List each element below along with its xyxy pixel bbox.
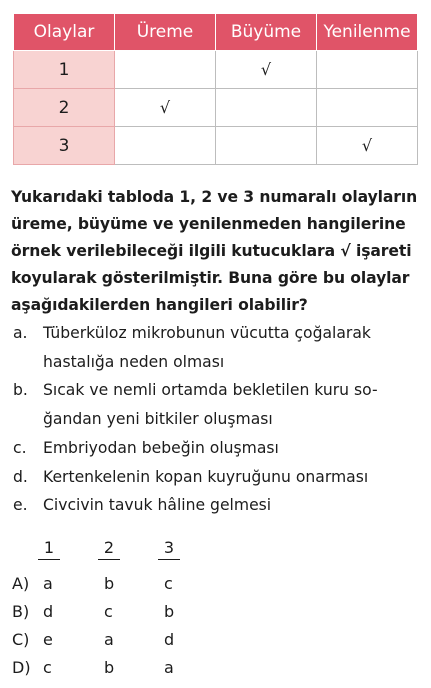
question-line: koyularak gösterilmiştir. Buna göre bu olaylar xyxy=(11,269,410,287)
answer-header-1: 1 xyxy=(38,538,60,560)
option-line: Embriyodan bebeğin oluşması xyxy=(43,438,279,457)
choice-value: e xyxy=(43,630,53,649)
list-item xyxy=(13,463,423,492)
header-olaylar: Olaylar xyxy=(14,14,115,51)
choice-value: a xyxy=(164,658,174,677)
choice-value: c xyxy=(104,602,113,621)
yenilenme-cell: √ xyxy=(317,127,418,165)
event-number: 1 xyxy=(14,51,115,89)
choice-label: B) xyxy=(12,602,30,621)
option-letter: d. xyxy=(13,467,28,486)
choice-value: a xyxy=(43,574,53,593)
option-line: ğandan yeni bitkiler oluşması xyxy=(43,410,273,429)
choice-value: c xyxy=(43,658,52,677)
events-table xyxy=(13,13,418,165)
event-options-list xyxy=(13,319,423,520)
option-text xyxy=(43,463,423,492)
choice-value: b xyxy=(104,658,115,677)
header-buyume: Büyüme xyxy=(216,14,317,51)
buyume-cell xyxy=(216,127,317,165)
list-item xyxy=(13,376,423,433)
option-letter: c. xyxy=(13,438,27,457)
buyume-cell xyxy=(216,89,317,127)
choice-value: a xyxy=(104,630,114,649)
option-line: Civcivin tavuk hâline gelmesi xyxy=(43,496,272,515)
question-line: Yukarıdaki tabloda 1, 2 ve 3 numaralı olayların xyxy=(11,188,418,206)
list-item xyxy=(13,491,423,520)
choice-value: d xyxy=(164,630,175,649)
choice-label: C) xyxy=(12,630,30,649)
event-number: 2 xyxy=(14,89,115,127)
choice-value: b xyxy=(164,602,175,621)
choice-label: D) xyxy=(12,658,31,677)
table-row xyxy=(14,51,418,89)
option-line: Sıcak ve nemli ortamda bekletilen kuru so- xyxy=(43,381,378,400)
table-header-row xyxy=(14,14,418,51)
question-line: aşağıdakilerden hangileri olabilir? xyxy=(11,296,308,314)
choice-value: c xyxy=(164,574,173,593)
option-line: Tüberküloz mikrobunun vücutta çoğalarak xyxy=(43,324,371,342)
event-number: 3 xyxy=(14,127,115,165)
option-letter: b. xyxy=(13,381,28,400)
answer-header-2: 2 xyxy=(98,538,120,560)
option-letter: a. xyxy=(13,324,28,342)
option-text xyxy=(43,376,423,433)
option-line: Kertenkelenin kopan kuyruğunu onarması xyxy=(43,467,369,486)
header-yenilenme: Yenilenme xyxy=(317,14,418,51)
choice-label: A) xyxy=(12,574,30,593)
buyume-cell: √ xyxy=(216,51,317,89)
option-text xyxy=(43,319,423,376)
ureme-cell: √ xyxy=(115,89,216,127)
option-letter: e. xyxy=(13,496,28,515)
answer-header-3: 3 xyxy=(158,538,180,560)
table-row xyxy=(14,89,418,127)
yenilenme-cell xyxy=(317,51,418,89)
question-line: örnek verilebileceği ilgili kutucuklara √ işareti xyxy=(11,242,412,260)
list-item xyxy=(13,319,423,376)
option-text xyxy=(43,434,423,463)
question-stem xyxy=(11,184,421,319)
option-text xyxy=(43,491,423,520)
table-row xyxy=(14,127,418,165)
ureme-cell xyxy=(115,127,216,165)
question-line: üreme, büyüme ve yenilenmeden hangilerine xyxy=(11,215,406,233)
header-ureme: Üreme xyxy=(115,14,216,51)
list-item xyxy=(13,434,423,463)
yenilenme-cell xyxy=(317,89,418,127)
option-line: hastalığa neden olması xyxy=(43,352,225,371)
ureme-cell xyxy=(115,51,216,89)
choice-value: b xyxy=(104,574,115,593)
choice-value: d xyxy=(43,602,54,621)
